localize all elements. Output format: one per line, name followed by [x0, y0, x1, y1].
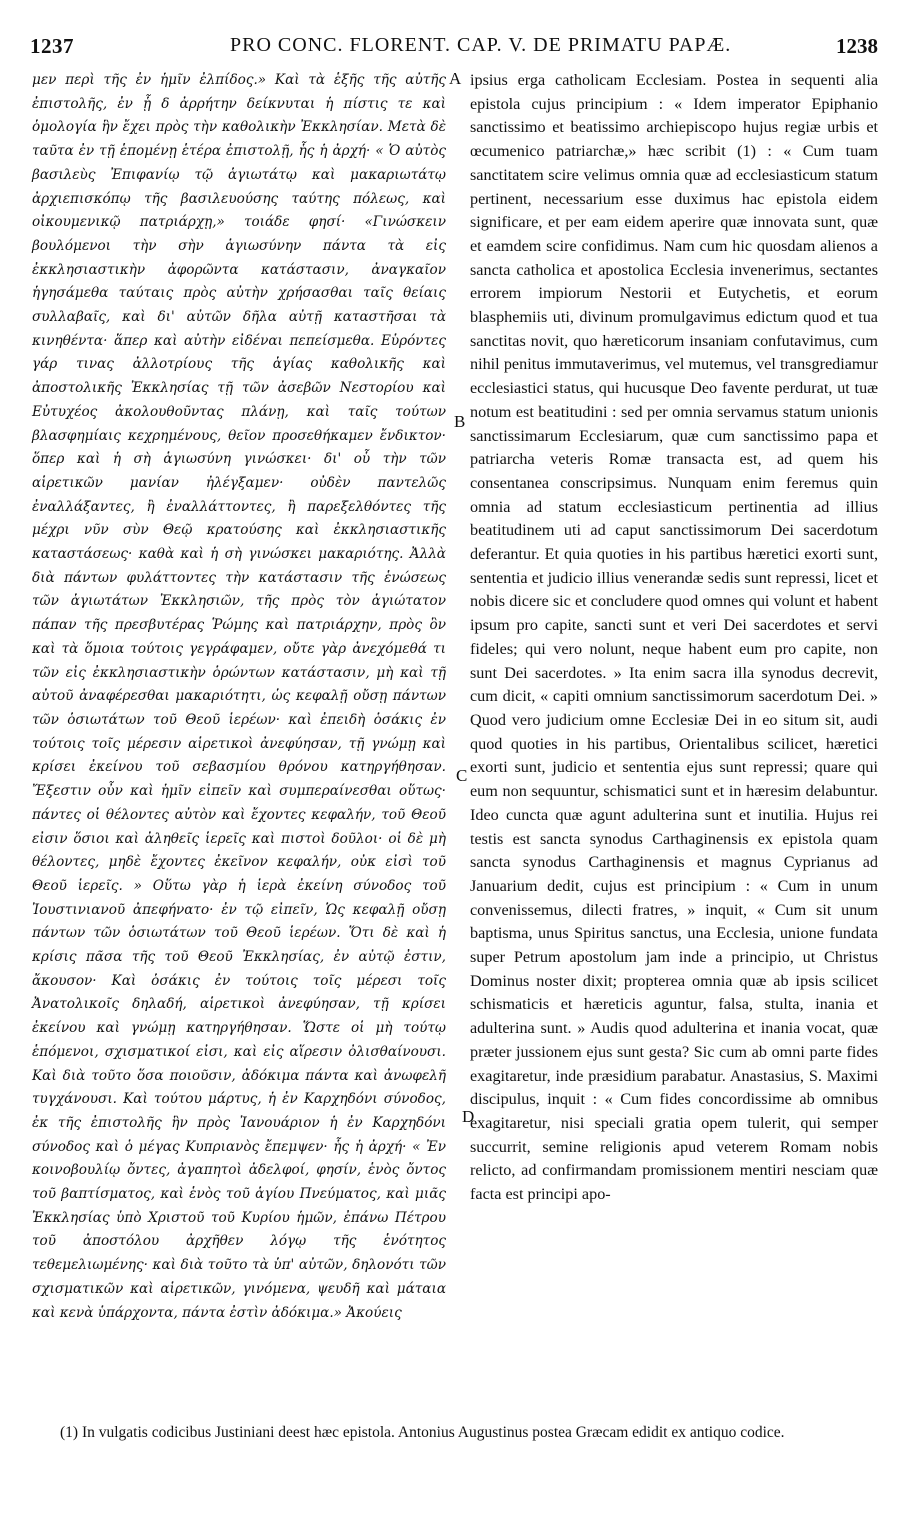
- latin-column: ipsius erga catholicam Ecclesiam. Postea in sequenti alia epistola cujus principium : « Idem imperator Epiphanio sanctissimo et beatissimo archiepiscopo hujus regiæ urbis et œcumenico patriarchæ,» hæc scribit (1) : « Cum tuam sanctitatem scire velimus omnia quæ ad ecclesiasticum statum pertinent, necessarium esse duximus hac epistola eidem significare, et per eam eidem aperire quæ innovata sunt, quæ et eamdem scire confidimus. Nam cum hic quosdam alienos a sancta catholica et apostolica Ecclesia invenerimus, sectantes errorem impiorum Nestorii et Eutychetis, et eorum blasphemiis uti, divinum promulgavimus edictum quod et tua sanctitas novit, quo hæreticorum insaniam confutavimus, cum nihil penitus immutaverimus, vel mutemus, vel transgrediamur ecclesiastici status, qui hucusque Deo favente perdurat, ut tuæ notum est beatitudini : sed per omnia servamus statum unionis sanctissimarum Ecclesiarum, quæ cum sanctissimo papa et patriarcha veteris Romæ transacta est, ad quem his consentanea conscripsimus. Nunquam enim feremus quin omnia ad statum ecclesiasticum pertinentia ad illius beatitudinem uti ad caput sanctissimorum Dei sacerdotum deferantur. Et quia quoties in his partibus hæretici exorti sunt, sententia et judicio illius venerandæ sedis sunt repressi, licet et nobis dicere sic et concludere quod omnes qui volunt et habent ipsum pro capite, sancti sunt et veri Dei sacerdotes et servi fideles; qui vero nolunt, neque habent eum pro capite, non sunt Dei sacerdotes. » Ita enim sacra illa synodus decrevit, cum dicit, « capiti omnium sanctissimorum sacerdotum Dei. » Quod vero judicium omne Ecclesiæ Dei in eo situm sit, audi quod quoties in his partibus, Orientalibus scilicet, hæretici exorti sunt, judicio et sententia ejus sunt repressi; quare qui eum non sequuntur, schismatici sunt et in hæresim delabuntur. Ideo cuncta quæ agunt adulterina sunt et inutilia. Hujus rei testis est sancta synodus Carthaginensis ex epistola quam sancta synodus Carthaginensis et magnus Cyprianus ad Januarium dedit, cujus est principium : « Cum in unum convenissemus, dilecti fratres, » inquit, « Cum sit unum baptisma, unus Spiritus sanctus, una Ecclesia, unione fundata super Petrum apostolum jam inde a principio, ut Christus Dominus noster dixit; propterea omnia quæ ab ipsis scilicet schismaticis et hæreticis aguntur, falsa, stulta, inania et adulterina sunt. » Audis quod adulterina et inania vocat, quæ præter jussionem ejus sunt gesta? Sic cum ab omni parte fides exagitaretur, inde præsidium parabatur. Anastasius, S. Maximi discipulus, inquit : « Cum fides concordissime ab omnibus exagitaretur, nisi speciali gratia opem tulerit, qui semper succurrit, semine religionis apud veterem Romam nobis relicto, ad confirmandam promissionem mentiri nesciam quæ facta est principi apo-: [470, 71, 878, 1204]
- margin-marker-b: B: [454, 412, 466, 431]
- running-title: PRO CONC. FLORENT. CAP. V. DE PRIMATU PAPÆ.: [230, 34, 732, 56]
- margin-marker-d: D: [462, 1107, 475, 1126]
- page-number-right: 1238: [836, 34, 878, 58]
- margin-marker-a: A: [449, 69, 462, 88]
- footnote: (1) In vulgatis codicibus Justiniani deest hæc epistola. Antonius Augustinus postea Græcam edidit ex antiquo codice.: [60, 1424, 785, 1441]
- page-number-left: 1237: [30, 34, 74, 58]
- greek-column: μεν περὶ τῆς ἐν ἡμῖν ἐλπίδος.» Καὶ τὰ ἑξῆς τῆς αὐτῆς ἐπιστολῆς, ἐν ᾗ δ ἀρρήτην δείκνυται ἡ πίστις τε καὶ ὁμολογία ἣν ἔχει πρὸς τὴν καθολικὴν Ἐκκλησίαν. Μετὰ δὲ ταῦτα ἐν τῇ ἑπομένῃ ἑτέρα ἐπιστολῇ, ἧς ἡ ἀρχή· « Ὁ αὐτὸς βασιλεὺς Ἐπιφανίῳ τῷ ἁγιωτάτῳ καὶ μακαριωτάτῳ ἀρχιεπισκόπῳ τῆς βασιλευούσης ταύτης πόλεως, καὶ οἰκουμενικῷ πατριάρχῃ,» τοιάδε φησί· «Γινώσκειν βουλόμενοι τὴν σὴν ἁγιωσύνην πάντα τὰ εἰς ἐκκλησιαστικὴν ἀφορῶντα κατάστασιν, ἀναγκαῖον ἡγησάμεθα ταύταις πρὸς αὐτὴν χρήσασθαι ταῖς θείαις συλλαβαῖς, καὶ δι' αὐτῶν δῆλα αὐτῇ καταστῆσαι τὰ κινηθέντα· ἅπερ καὶ αὐτὴν εἰδέναι πεπείσμεθα. Εὑρόντες γάρ τινας ἀλλοτρίους τῆς ἁγίας καθολικῆς καὶ ἀποστολικῆς Ἐκκλησίας τῇ τῶν ἀσεβῶν Νεστορίου καὶ Εὐτυχέος ἀκολουθοῦντας πλάνῃ, καὶ ταῖς τούτων βλασφημίαις κεχρημένους, θεῖον προσεθήκαμεν ἔνδικτον· ὅπερ καὶ ἡ σὴ ἁγιωσύνη γινώσκει· δι' οὗ τὴν τῶν αἱρετικῶν μανίαν ἠλέγξαμεν· οὐδὲν παντελῶς ἐναλλάξαντες, ἢ ἐναλλάττοντες, ἢ παρεξελθόντες τῆς μέχρι νῦν σὺν Θεῷ κρατούσης καὶ ἐκκλησιαστικῆς καταστάσεως· καθὰ καὶ ἡ σὴ γινώσκει μακαριότης. Ἀλλὰ διὰ πάντων φυλάττοντες τὴν κατάστασιν τῆς ἑνώσεως τῶν ἁγιωτάτων Ἐκκλησιῶν, τῆς πρὸς τὸν ἁγιώτατον πάπαν τῆς πρεσβυτέρας Ῥώμης καὶ πατριάρχην, πρὸς ὃν καὶ τὰ ὅμοια τούτοις γεγράφαμεν, οὔτε γὰρ ἀνεχόμεθά τι τῶν εἰς ἐκκλησιαστικὴν ὁρώντων κατάστασιν, μὴ καὶ τῇ αὐτοῦ ἀναφέρεσθαι μακαριότητι, ὡς κεφαλῇ οὔσῃ πάντων τῶν ὁσιωτάτων τοῦ Θεοῦ ἱερέων· καὶ ἐπειδὴ ὁσάκις ἐν τούτοις τοῖς μέρεσιν αἱρετικοὶ ἀνεφύησαν, τῇ γνώμῃ καὶ κρίσει ἐκείνου τοῦ σεβασμίου θρόνου κατηργήθησαν. Ἔξεστιν οὖν καὶ ἡμῖν εἰπεῖν καὶ συμπεραίνεσθαι οὕτως· πάντες οἱ θέλοντες αὐτὸν καὶ ἔχοντες κεφαλήν, τοῦ Θεοῦ εἰσιν ὅσιοι καὶ ἀληθεῖς ἱερεῖς καὶ πιστοὶ δοῦλοι· οἱ δὲ μὴ θέλοντες, μηδὲ ἔχοντες ἐκεῖνον κεφαλήν, οὐκ εἰσὶ τοῦ Θεοῦ ἱερεῖς. » Οὕτω γὰρ ἡ ἱερὰ ἐκείνη σύνοδος τοῦ Ἰουστινιανοῦ ἀπεφήνατο· ἐν τῷ εἰπεῖν, Ὡς κεφαλῇ οὔσῃ πάντων τῶν ὁσιωτάτων τοῦ Θεοῦ ἱερέων. Ὅτι δὲ καὶ ἡ κρίσις πᾶσα τῆς τοῦ Θεοῦ Ἐκκλησίας, ἐν αὐτῷ ἐστιν, ἄκουσον· Καὶ ὁσάκις ἐν τούτοις τοῖς μέρεσι τοῖς Ἀνατολικοῖς δηλαδή, αἱρετικοὶ ἀνεφύησαν, τῇ κρίσει ἐκείνου καὶ γνώμῃ κατηργήθησαν. Ὥστε οἱ μὴ τούτῳ ἑπόμενοι, σχισματικοί εἰσι, καὶ εἰς αἵρεσιν ὀλισθαίνουσι. Καὶ διὰ τοῦτο ὅσα ποιοῦσιν, ἀδόκιμα πάντα καὶ ἀνωφελῆ τυγχάνουσι. Καὶ τούτου μάρτυς, ἡ ἐν Καρχηδόνι σύνοδος, ἐκ τῆς ἐπιστολῆς ἣν πρὸς Ἰανουάριον ἡ ἐν Καρχηδόνι σύνοδος καὶ ὁ μέγας Κυπριανὸς ἔπεμψεν· ἧς ἡ ἀρχή· « Ἐν κοινοβουλίῳ ὄντες, ἀγαπητοὶ ἀδελφοί, φησίν, ἑνὸς ὄντος τοῦ βαπτίσματος, καὶ ἑνὸς τοῦ ἁγίου Πνεύματος, καὶ μιᾶς Ἐκκλησίας ὑπὸ Χριστοῦ τοῦ Κυρίου ἡμῶν, ἐπάνω Πέτρου τοῦ ἀποστόλου ἀρχῆθεν λόγῳ τῆς ἑνότητος τεθεμελιωμένης· καὶ διὰ τοῦτο τὰ ὑπ' αὐτῶν, δηλονότι τῶν σχισματικῶν καὶ αἱρετικῶν, γινόμενα, ψευδῆ καὶ μάταια καὶ κενὰ ὑπάρχοντα, πάντα ἐστὶν ἀδόκιμα.» Ἀκούεις: [32, 72, 446, 1321]
- page-header: [30, 34, 878, 64]
- margin-marker-c: C: [456, 766, 468, 785]
